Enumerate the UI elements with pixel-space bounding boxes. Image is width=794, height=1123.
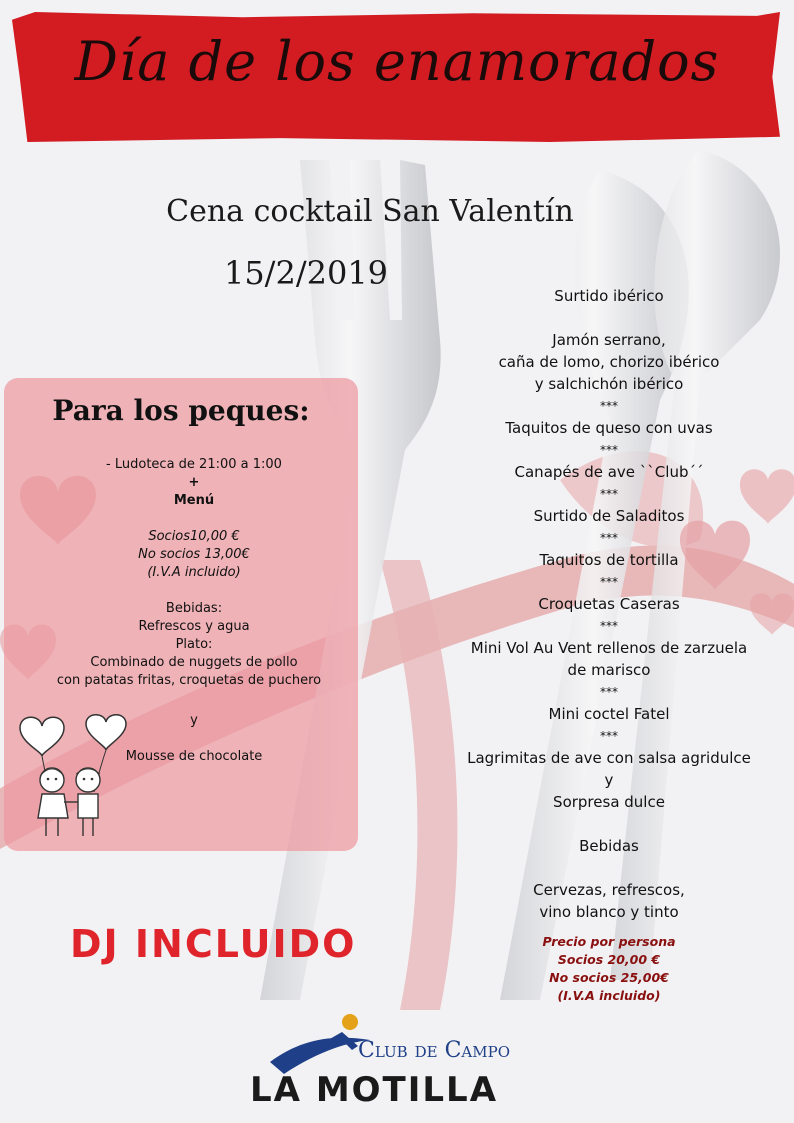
- kids-drinks-label: Bebidas:: [165, 601, 223, 616]
- menu-item: Taquitos de tortilla: [539, 551, 679, 569]
- dj-included-label: DJ INCLUIDO: [70, 922, 357, 966]
- kids-drinks: Refrescos y agua: [138, 619, 250, 634]
- menu-item: Mini Vol Au Vent rellenos de zarzuela de marisco: [470, 639, 748, 679]
- price-block: [452, 933, 766, 1005]
- cocktail-menu: [452, 285, 766, 1005]
- kids-balloons-illustration: [12, 708, 127, 840]
- menu-item: Lagrimitas de ave con salsa agridulce: [467, 749, 751, 767]
- kids-title: Para los peques:: [52, 394, 310, 427]
- price-non-members: No socios 25,00€: [549, 970, 669, 985]
- menu-item: Sorpresa dulce: [553, 793, 665, 811]
- menu-drinks-heading: Bebidas: [579, 837, 639, 855]
- kids-menu-label: Menú: [173, 493, 215, 508]
- event-subtitle: Cena cocktail San Valentín: [166, 194, 574, 229]
- kids-price-members: Socios10,00 €: [148, 529, 240, 544]
- kids-dish-line1: Combinado de nuggets de pollo: [90, 655, 298, 670]
- kids-ludoteca: - Ludoteca de 21:00 a 1:00: [106, 457, 282, 472]
- price-members: Socios 20,00 €: [557, 952, 661, 967]
- menu-separator: ***: [600, 399, 618, 413]
- price-heading: Precio por persona: [542, 934, 676, 949]
- menu-item: Jamón serrano, caña de lomo, chorizo ibérico y salchichón ibérico: [498, 331, 720, 393]
- kids-price-vat: (I.V.A incluido): [147, 565, 241, 580]
- logo-name-text: LA MOTILLA: [250, 1070, 499, 1110]
- menu-separator: ***: [600, 619, 618, 633]
- menu-item: Taquitos de queso con uvas: [505, 419, 713, 437]
- menu-item: Mini coctel Fatel: [548, 705, 670, 723]
- menu-item: Cervezas, refrescos, vino blanco y tinto: [533, 881, 685, 921]
- menu-separator: ***: [600, 729, 618, 743]
- menu-item: Surtido de Saladitos: [533, 507, 685, 525]
- club-logo: [250, 1010, 550, 1110]
- menu-item: Croquetas Caseras: [538, 595, 680, 613]
- logo-club-text: Club de Campo: [358, 1038, 511, 1063]
- menu-and: y: [604, 771, 614, 789]
- kids-price-non-members: No socios 13,00€: [138, 547, 250, 562]
- kids-dish-label: Plato:: [175, 637, 213, 652]
- menu-item: Canapés de ave ``Club´´: [514, 463, 704, 481]
- menu-separator: ***: [600, 685, 618, 699]
- menu-separator: ***: [600, 575, 618, 589]
- menu-separator: ***: [600, 531, 618, 545]
- kids-and: y: [190, 713, 198, 728]
- kids-plus: +: [188, 475, 200, 490]
- price-vat: (I.V.A incluido): [557, 988, 661, 1003]
- kids-dessert: Mousse de chocolate: [125, 749, 263, 764]
- event-date: 15/2/2019: [223, 254, 389, 292]
- menu-separator: ***: [600, 487, 618, 501]
- kids-dish-line2: con patatas fritas, croquetas de puchero: [56, 673, 322, 688]
- menu-separator: ***: [600, 443, 618, 457]
- banner-title: Día de los enamorados: [74, 30, 720, 93]
- menu-item: Surtido ibérico: [554, 287, 664, 305]
